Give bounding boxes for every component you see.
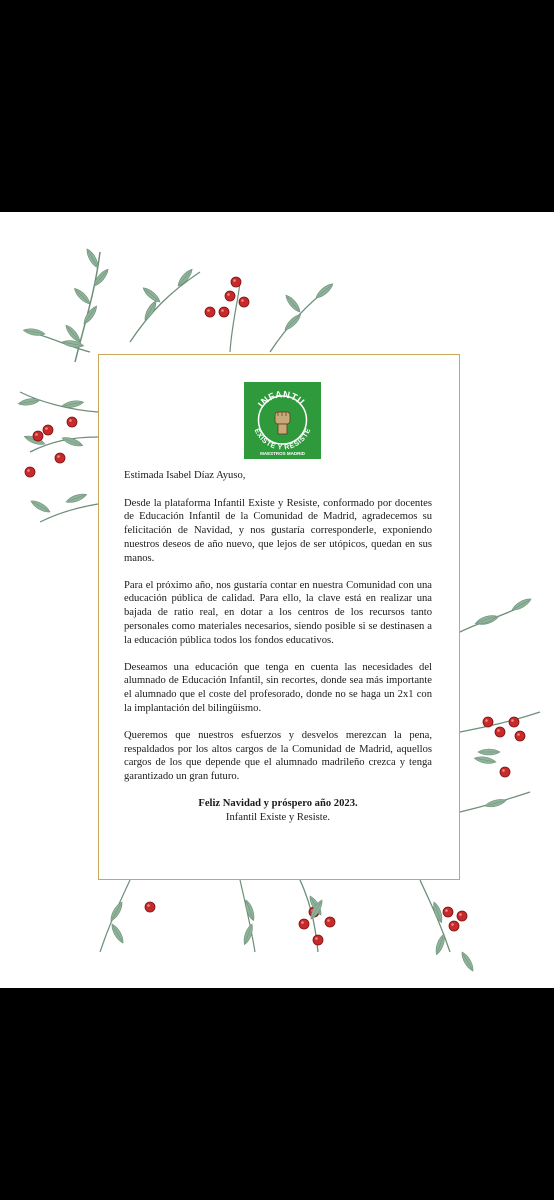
- left-sprig: [18, 392, 98, 522]
- christmas-card: [0, 212, 554, 988]
- logo-ring-text: EXISTE Y RESISTE: [252, 427, 313, 452]
- logo-top-text: INFANTIL: [256, 389, 309, 410]
- paragraph-4: Queremos que nuestros esfuerzos y desvelos merezcan la pena, respaldados por los altos cargos de la Comunidad de Madrid, aquellos cargos de los que depende que el alumnado madrileño crezca y tenga garantizado un gran futuro.: [124, 730, 432, 783]
- closing: [124, 797, 432, 824]
- top-center-sprig: [130, 267, 335, 352]
- letter-frame: [98, 354, 460, 880]
- bottom-sprigs: [100, 880, 476, 973]
- logo: [244, 382, 321, 459]
- top-left-sprig: [23, 247, 111, 362]
- letter-body: [124, 469, 432, 825]
- paragraph-2: Para el próximo año, nos gustaría contar en nuestra Comunidad con una educación pública de calidad. Para ello, la clave está en realizar una bajada de ratio real, en dotar a los centros de los recursos tanto personales como materiales necesarios, siendo posible si se destinasen a la educación pública todos los fondos educativos.: [124, 579, 432, 646]
- paragraph-3: Deseamos una educación que tenga en cuenta las necesidades del alumnado de Educación Infantil, sin recortes, donde sea más importante el alumnado que el coste del profesorado, donde no se haga un 2x1 con la implantación del bilingüismo.: [124, 661, 432, 714]
- closing-greeting: Feliz Navidad y próspero año 2023.: [198, 798, 358, 810]
- right-sprig: [460, 596, 540, 812]
- greeting: Estimada Isabel Díaz Ayuso,: [124, 470, 246, 481]
- signature: Infantil Existe y Resiste.: [225, 812, 331, 824]
- logo-footer-text: MAESTROS MADRID: [260, 451, 305, 456]
- paragraph-1: Desde la plataforma Infantil Existe y Resiste, conformado por docentes de Educación Infantil de la Comunidad de Madrid, agradecemos su felicitación de Navidad, y nos gustaría corresponderle, exponiendo nuestros deseos de año nuevo, que lejos de ser utópicos, quedan en sus manos.: [124, 497, 432, 564]
